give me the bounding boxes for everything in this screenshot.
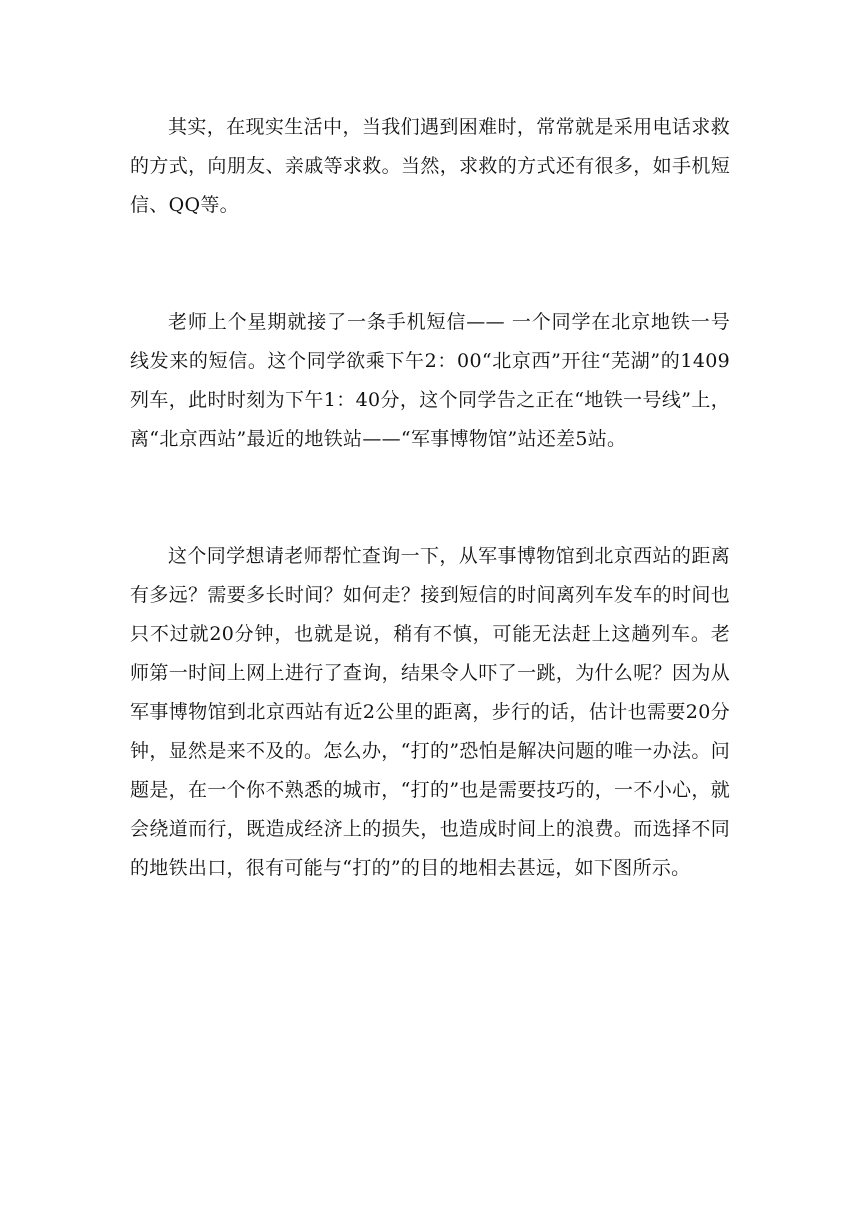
document-body [130,108,730,888]
paragraph-2: 老师上个星期就接了一条手机短信—— 一个同学在北京地铁一号线发来的短信。这个同学欲乘下午2：00“北京西”开往“芜湖”的1409列车，此时时刻为下午1：40分，这个同学告之正在“地铁一号线”上，离“北京西站”最近的地铁站——“军事博物馆”站还差5站。 [130,311,730,450]
paragraph-1: 其实，在现实生活中，当我们遇到困难时，常常就是采用电话求救的方式，向朋友、亲戚等求救。当然，求救的方式还有很多，如手机短信、QQ等。 [130,116,730,216]
paragraph-spacer [130,225,730,303]
paragraph-spacer [130,459,730,537]
paragraph-3: 这个同学想请老师帮忙查询一下，从军事博物馆到北京西站的距离有多远？需要多长时间？如何走？接到短信的时间离列车发车的时间也只不过就20分钟，也就是说，稍有不慎，可能无法赶上这趟列车。老师第一时间上网上进行了查询，结果令人吓了一跳，为什么呢？因为从军事博物馆到北京西站有近2公里的距离，步行的话，估计也需要20分钟，显然是来不及的。怎么办，“打的”恐怕是解决问题的唯一办法。问题是，在一个你不熟悉的城市，“打的”也是需要技巧的，一不小心，就会绕道而行，既造成经济上的损失，也造成时间上的浪费。而选择不同的地铁出口，很有可能与“打的”的目的地相去甚远，如下图所示。 [130,545,730,879]
